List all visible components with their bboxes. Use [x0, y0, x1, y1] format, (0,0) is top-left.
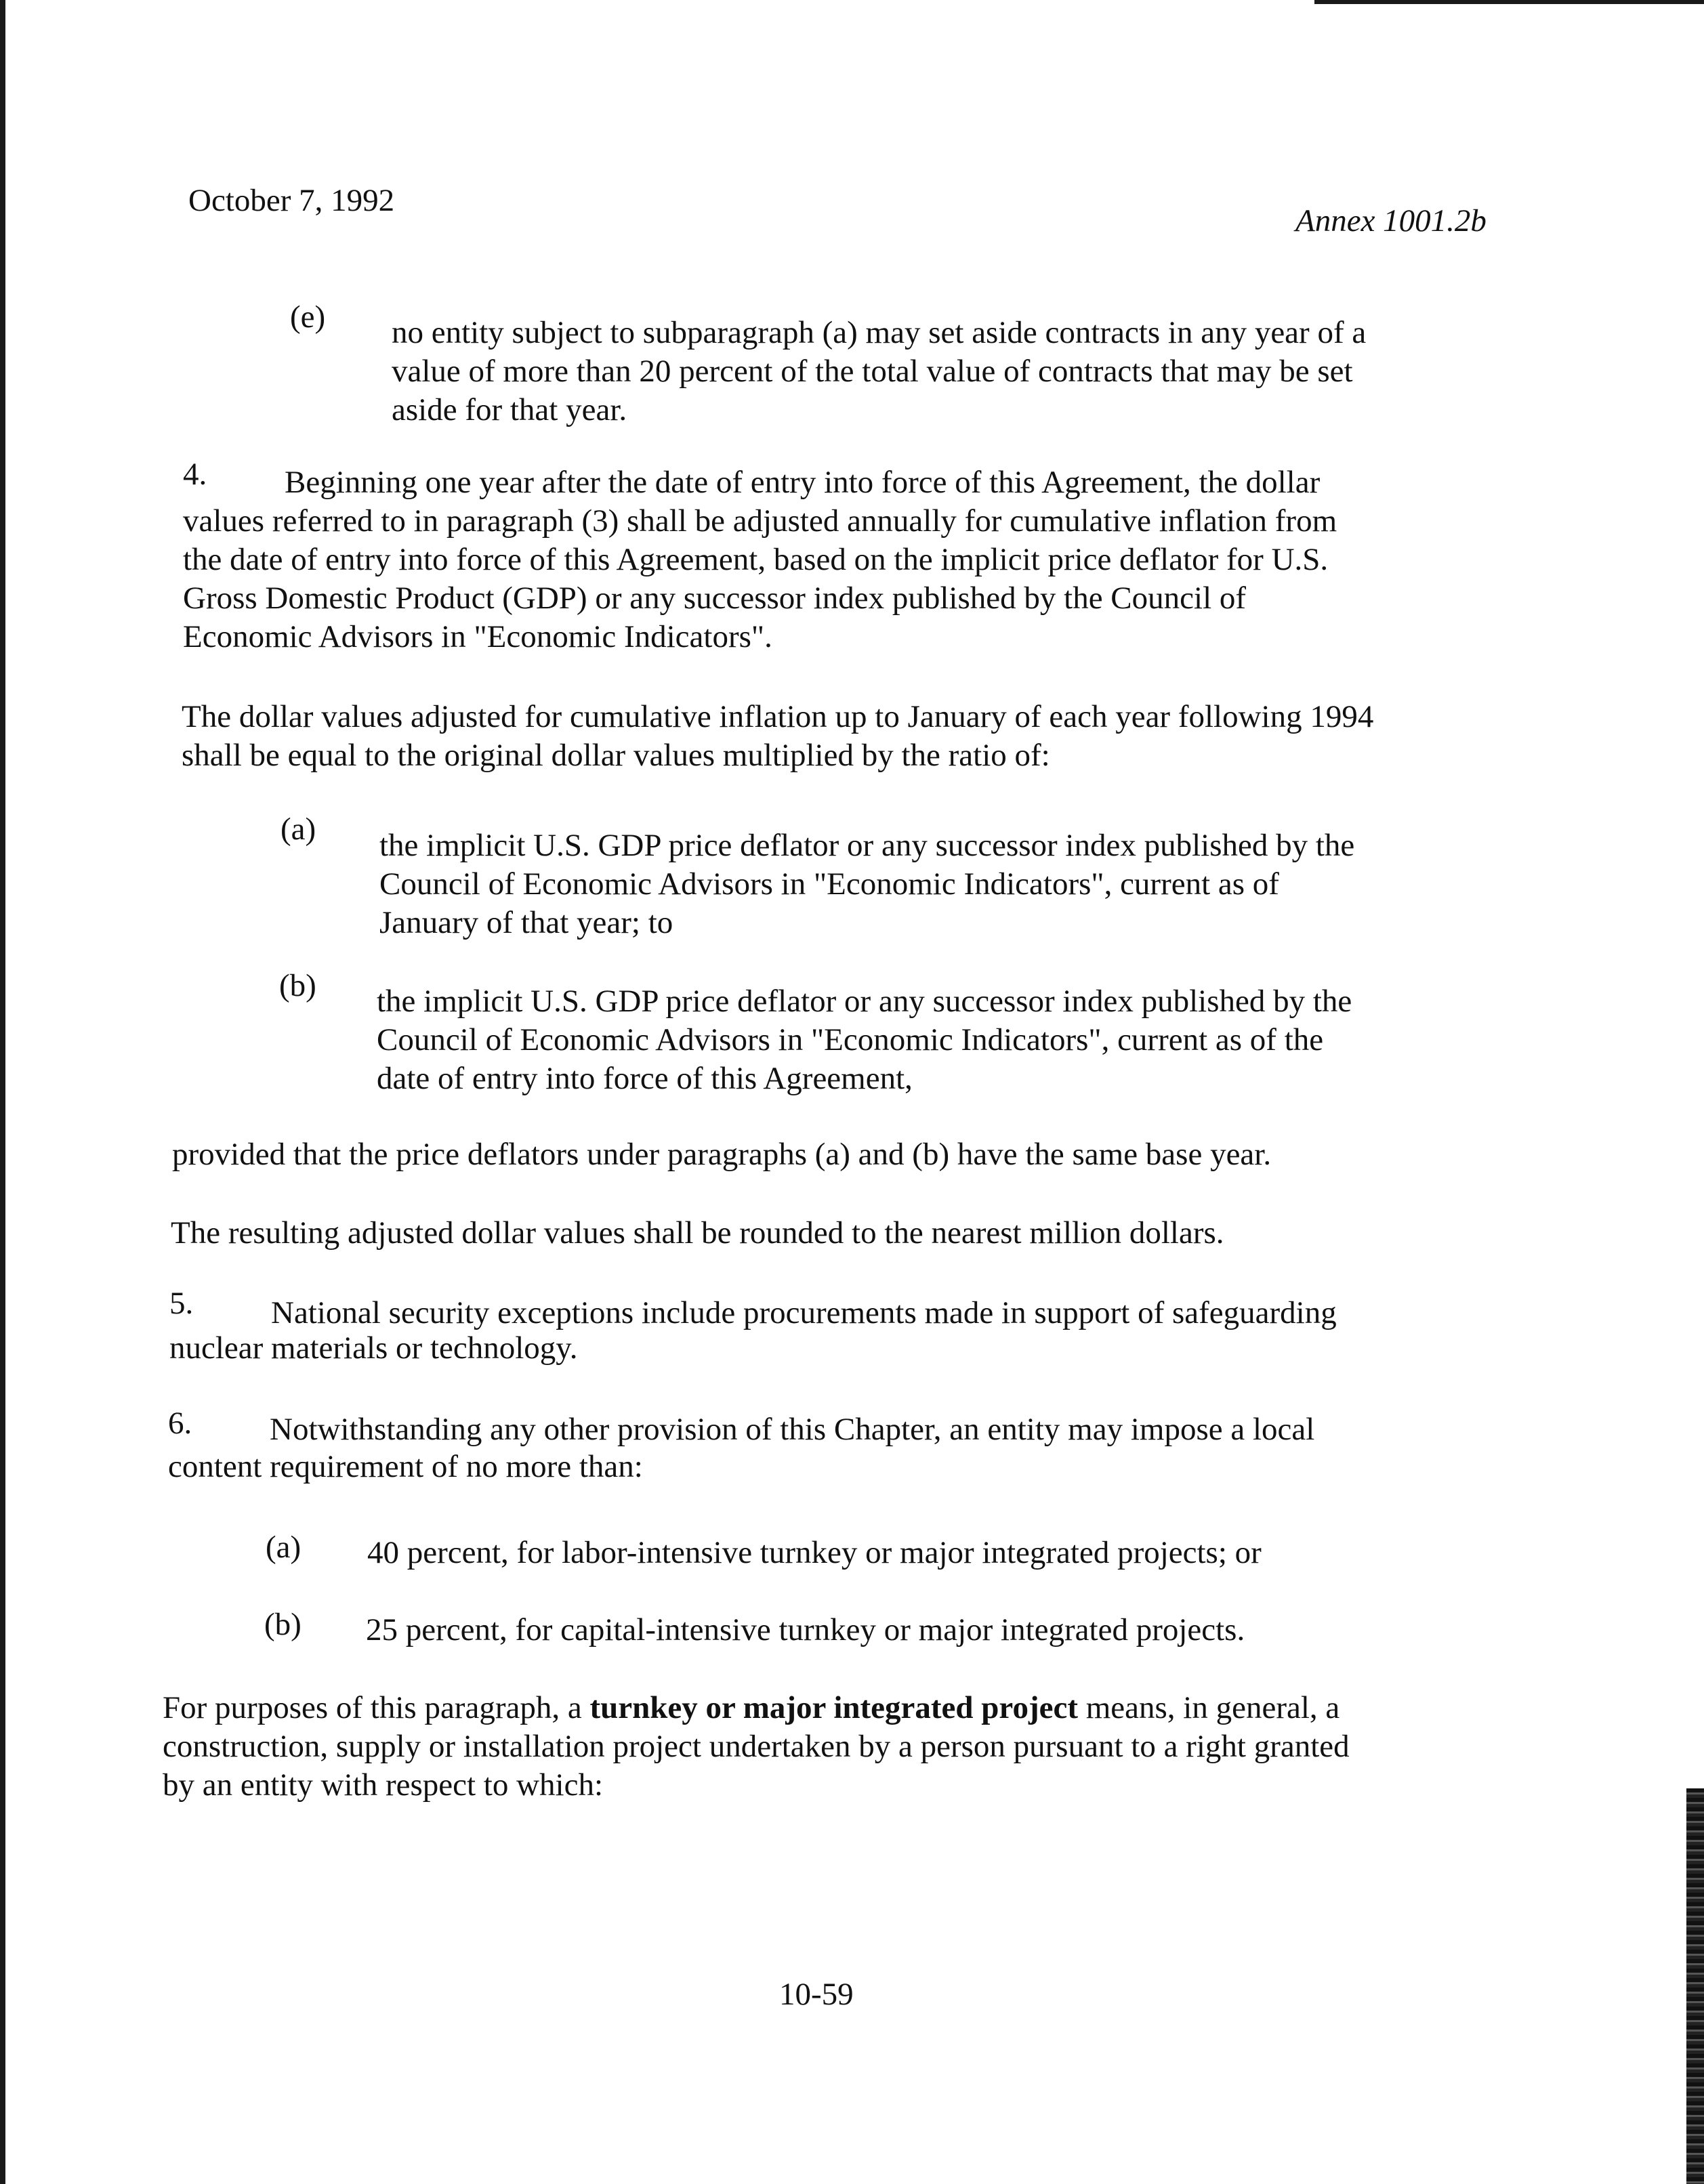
rounded-sentence: The resulting adjusted dollar values shall be rounded to the nearest million dollars.: [171, 1215, 1224, 1251]
text-line: the date of entry into force of this Agreement, based on the implicit price deflator for U.S.: [183, 542, 1329, 577]
text-line: content requirement of no more than:: [168, 1449, 643, 1484]
para4-first-line: Beginning one year after the date of entry into force of this Agreement, the dollar: [285, 465, 1321, 500]
para5-number: 5.: [169, 1286, 194, 1321]
item-e-label: (e): [290, 299, 326, 335]
text-line: January of that year; to: [379, 905, 673, 940]
text-line: values referred to in paragraph (3) shall be adjusted annually for cumulative inflation from: [183, 503, 1337, 539]
para5-body: [169, 1329, 578, 1368]
scan-edge-right: [1686, 1788, 1704, 2184]
local-b-label: (b): [264, 1607, 302, 1642]
text-line: nuclear materials or technology.: [169, 1330, 578, 1366]
header-annex: Annex 1001.2b: [1295, 203, 1487, 238]
ratio-a-label: (a): [280, 812, 316, 847]
text-line: aside for that year.: [392, 392, 627, 427]
page-number: 10-59: [779, 1977, 854, 2012]
ratio-b-label: (b): [279, 968, 316, 1003]
purposes-suffix: means, in general, a: [1077, 1690, 1340, 1725]
text-line: The dollar values adjusted for cumulative inflation up to January of each year following 1994: [182, 699, 1374, 734]
scan-edge-top: [1314, 0, 1704, 4]
text-line: the implicit U.S. GDP price deflator or any successor index published by the: [377, 984, 1352, 1019]
para6-number: 6.: [168, 1406, 192, 1441]
defined-term: turnkey or major integrated project: [589, 1690, 1078, 1725]
local-a-label: (a): [266, 1530, 302, 1565]
header-date: October 7, 1992: [188, 183, 395, 218]
para6-first-line: Notwithstanding any other provision of this Chapter, an entity may impose a local: [270, 1412, 1315, 1447]
provided-sentence: provided that the price deflators under paragraphs (a) and (b) have the same base year.: [172, 1137, 1272, 1172]
text-line: Council of Economic Advisors in "Economic Indicators", current as of the: [377, 1022, 1324, 1057]
para5-first-line: National security exceptions include procurements made in support of safeguarding: [271, 1295, 1337, 1330]
text-line: value of more than 20 percent of the total value of contracts that may be set: [392, 354, 1353, 389]
text-line: by an entity with respect to which:: [163, 1767, 604, 1803]
local-b-text: 25 percent, for capital-intensive turnkey or major integrated projects.: [366, 1612, 1245, 1647]
item-e-text: [392, 314, 1366, 429]
text-line: the implicit U.S. GDP price deflator or any successor index published by the: [379, 828, 1355, 863]
text-line: shall be equal to the original dollar values multiplied by the ratio of:: [182, 738, 1050, 773]
dollar-values-paragraph: [182, 698, 1373, 775]
purposes-body: [163, 1727, 1350, 1805]
purposes-prefix: For purposes of this paragraph, a: [163, 1690, 590, 1725]
text-line: date of entry into force of this Agreement,: [377, 1061, 913, 1096]
text-line: construction, supply or installation project undertaken by a person pursuant to a right granted: [163, 1729, 1350, 1764]
para4-body: [183, 502, 1337, 656]
para4-number: 4.: [183, 457, 207, 492]
para6-body: [168, 1448, 643, 1486]
local-a-text: 40 percent, for labor-intensive turnkey or major integrated projects; or: [367, 1535, 1262, 1570]
ratio-b-text: [377, 982, 1352, 1098]
scan-edge-left: [0, 0, 5, 2184]
text-line: Economic Advisors in "Economic Indicators".: [183, 619, 772, 654]
text-line: Gross Domestic Product (GDP) or any successor index published by the Council of: [183, 581, 1247, 616]
text-line: Council of Economic Advisors in "Economic Indicators", current as of: [379, 866, 1279, 902]
ratio-a-text: [379, 826, 1354, 942]
text-line: no entity subject to subparagraph (a) may set aside contracts in any year of a: [392, 315, 1367, 350]
purposes-first-line: [163, 1689, 1339, 1727]
